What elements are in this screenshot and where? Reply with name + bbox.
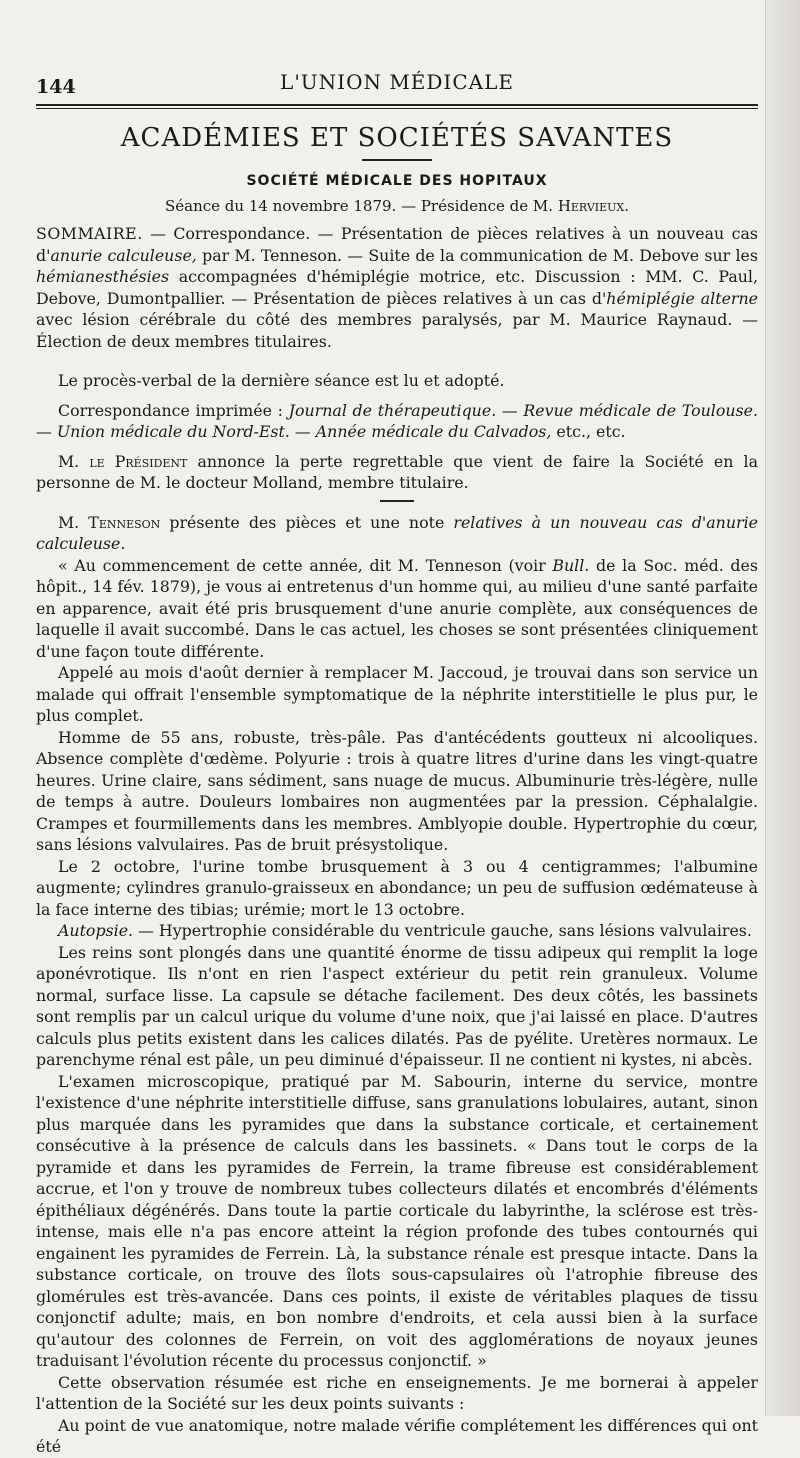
correspondance-sep3: — xyxy=(289,422,316,441)
sommaire-it3: hémiplégie alterne xyxy=(606,288,758,308)
correspondance-it2: Revue médicale de Toulouse. xyxy=(523,400,758,420)
tenneson-name: Tenneson xyxy=(88,512,161,532)
sommaire-part3: accompagnées d'hémiplégie motrice, etc. Discussion : MM. C. Paul, Debove, Dumontpallier. — Présentation de pièces relatives à un cas d' xyxy=(36,267,758,308)
page-number: 144 xyxy=(36,76,76,98)
president-text: annonce la perte regrettable que vient de faire la Société en la personne de M. le docteur Molland, membre titulaire. xyxy=(36,451,758,492)
sommaire-part1: — Correspondance. — Présentation de pièces relatives à un nouveau cas d' xyxy=(36,224,758,265)
header-rule xyxy=(36,104,758,109)
section-rule xyxy=(362,159,432,161)
tenneson-title: relatives à un nouveau cas d'anurie calculeuse. xyxy=(36,512,758,553)
session-president: Hervieux. xyxy=(557,197,630,215)
sommaire-it2: hémianesthésies xyxy=(36,267,170,286)
separator-rule xyxy=(380,500,414,502)
body-paragraph-3: Homme de 55 ans, robuste, très-pâle. Pas d'antécédents goutteux ni alcooliques. Absence complète d'œdème. Polyurie : trois à quatre litres d'urine dans les vingt-quatre heures. Urine claire, sans sédiment, sans nuage de mucus. Albuminurie très-légère, nulle de temps à autre. Douleurs lombaires non augmentées par la pression. Céphalalgie. Crampes et fourmillements dans les membres. Amblyopie double. Hypertrophie du cœur, sans lésions valvulaires. Pas de bruit présystolique. xyxy=(36,727,758,854)
body-paragraph-1 xyxy=(36,555,758,663)
body-paragraph-2: Appelé au mois d'août dernier à remplacer M. Jaccoud, je trouvai dans son service un malade qui offrait l'ensemble symptomatique de la néphrite interstitielle le plus pur, le plus complet. xyxy=(36,663,758,725)
correspondance-lead: Correspondance imprimée : xyxy=(58,400,289,420)
sommaire-part2: par M. Tenneson. — Suite de la communication de M. Debove sur les xyxy=(196,245,758,265)
sommaire-part4: avec lésion cérébrale du côté des membres paralysés, par M. Maurice Raynaud. — Élection de deux membres titulaires. xyxy=(36,310,758,351)
correspondance-it1: Journal de thérapeutique. xyxy=(288,400,497,420)
session-line xyxy=(36,197,758,215)
page-edge xyxy=(765,0,800,1416)
body-paragraph-4: Le 2 octobre, l'urine tombe brusquement à 3 ou 4 centigrammes; l'albumine augmente; cylindres granulo-graisseux en abondance; un peu de suffusion œdémateuse à la face interne des tibias; urémie; mort le 13 octobre. xyxy=(36,856,758,919)
tenneson-intro xyxy=(36,512,758,555)
sommaire-lead: SOMMAIRE. xyxy=(36,224,143,243)
sommaire xyxy=(36,223,758,352)
p1-b: de la Soc. méd. des hôpit., 14 fév. 1879), je vous ai entretenus d'un homme qui, au milieu d'une santé parfaite en apparence, avait été pris brusquement d'une anurie complète, aux conséquences de laquelle il avait succombé. Dans le cas actuel, les choses se sont présentées cliniquement d'une façon toute différente. xyxy=(36,555,758,661)
body-paragraph-9: Au point de vue anatomique, notre malade vérifie complétement les différences qui ont été xyxy=(36,1415,758,1456)
spacer xyxy=(36,443,758,451)
page-content xyxy=(36,66,758,1458)
journal-title: L'UNION MÉDICALE xyxy=(280,70,514,94)
tenneson-lead: M. xyxy=(58,512,89,532)
p1-it: Bull. xyxy=(552,555,590,575)
p1-a: « Au commencement de cette année, dit M. Tenneson (voir xyxy=(58,555,553,575)
session-text: Séance du 14 novembre 1879. — Présidence de M. xyxy=(164,197,554,215)
president-lead: M. xyxy=(58,451,90,471)
correspondance-it3: Union médicale du Nord-Est. xyxy=(56,422,290,441)
correspondance-it4: Année médicale du Calvados, xyxy=(315,422,552,441)
section-title: ACADÉMIES ET SOCIÉTÉS SAVANTES xyxy=(120,123,674,153)
tenneson-text: présente des pièces et une note xyxy=(160,512,454,532)
correspondance-sep2: — xyxy=(36,422,57,441)
body-paragraph-8: Cette observation résumée est riche en enseignements. Je me bornerai à appeler l'attention de la Société sur les deux points suivants : xyxy=(36,1372,758,1413)
running-head xyxy=(36,66,758,102)
spacer xyxy=(36,392,758,400)
president-name: le Président xyxy=(89,451,188,471)
p5-text: — Hypertrophie considérable du ventricule gauche, sans lésions valvulaires. xyxy=(133,921,752,940)
correspondance-tail: etc., etc. xyxy=(551,422,626,441)
spacer xyxy=(36,362,758,370)
correspondance xyxy=(36,400,758,443)
correspondance-sep1: — xyxy=(496,400,524,420)
body-paragraph-7: L'examen microscopique, pratiqué par M. Sabourin, interne du service, montre l'existence d'une néphrite interstitielle diffuse, sans granulations lobulaires, autant, sinon plus marquée dans les pyramides que dans la substance corticale, et certainement consécutive à la présence de calculs dans les bassinets. « Dans tout le corps de la pyramide et dans les pyramides de Ferrein, la trame fibreuse est considérablement accrue, et l'on y trouve de nombreux tubes collecteurs dilatés et encombrés d'éléments épithéliaux dégénérés. Dans toute la partie corticale du labyrinthe, la sclérose est très-intense, mais elle n'a pas encore atteint la région profonde des tubes contournés qui engainent les pyramides de Ferrein. Là, la substance rénale est presque intacte. Dans la substance corticale, on trouve des îlots sous-capsulaires où l'atrophie fibreuse des glomérules est très-avancée. Dans ces points, il existe de véritables plaques de tissu conjonctif adulte; mais, en bon nombre d'endroits, et cela aussi bien à la surface qu'autour des colonnes de Ferrein, on voit des agglomérations de noyaux jeunes traduisant l'évolution récente du processus conjonctif. » xyxy=(36,1071,758,1370)
p5-it: Autopsie. xyxy=(58,921,134,940)
society-title: SOCIÉTÉ MÉDICALE DES HOPITAUX xyxy=(246,173,548,189)
president-paragraph xyxy=(36,451,758,494)
body-paragraph-5 xyxy=(36,920,758,942)
body-paragraph-6: Les reins sont plongés dans une quantité énorme de tissu adipeux qui remplit la loge aponévrotique. Ils n'ont en rien l'aspect extérieur du petit rein granuleux. Volume normal, surface lisse. La capsule se détache facilement. Des deux côtés, les bassinets sont remplis par un calcul urique du volume d'une noix, que j'ai laissé en place. D'autres calculs plus petits existent dans les calices dilatés. Pas de pyélite. Uretères normaux. Le parenchyme rénal est pâle, un peu diminué d'épaisseur. Il ne contient ni kystes, ni abcès. xyxy=(36,942,758,1069)
sommaire-it1: anurie calculeuse, xyxy=(50,245,197,265)
proces-verbal: Le procès-verbal de la dernière séance est lu et adopté. xyxy=(58,371,505,390)
